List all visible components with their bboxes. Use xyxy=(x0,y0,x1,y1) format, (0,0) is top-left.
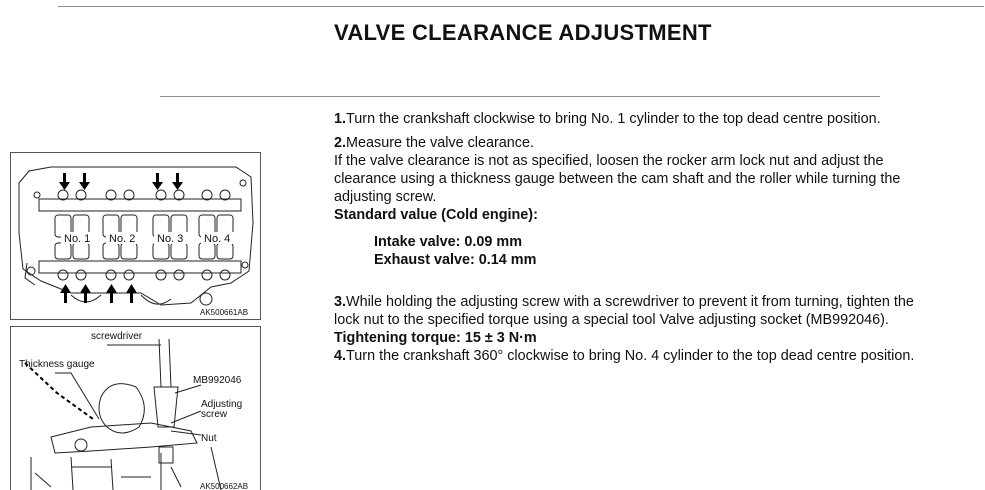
step-1-number: 1. xyxy=(334,111,347,127)
intake-value: Intake valve: 0.09 mm xyxy=(374,234,522,250)
top-divider xyxy=(58,6,984,7)
adjusting-screw-label-1: Adjusting xyxy=(201,399,243,410)
nut-label: Nut xyxy=(201,433,217,444)
step-4-number: 4. xyxy=(334,348,347,364)
cylinder-2-label: No. 2 xyxy=(109,233,136,245)
step-3-number: 3. xyxy=(334,294,347,310)
figure-2-code: AK500662AB xyxy=(200,482,249,490)
cylinder-1-label: No. 1 xyxy=(64,233,91,245)
page-title: VALVE CLEARANCE ADJUSTMENT xyxy=(334,20,712,45)
step-2-text: Measure the valve clearance. xyxy=(346,135,534,151)
adjusting-screw-label-2: screw xyxy=(201,409,228,420)
cylinder-head-figure xyxy=(10,152,261,320)
step-1-text: Turn the crankshaft clockwise to bring No. 1 cylinder to the top dead centre position. xyxy=(346,111,881,127)
cylinder-4-label: No. 4 xyxy=(204,233,231,245)
step-4 xyxy=(334,347,934,365)
exhaust-value: Exhaust valve: 0.14 mm xyxy=(374,252,537,268)
section-divider xyxy=(160,96,880,97)
step-3-text: While holding the adjusting screw with a screwdriver to prevent it from turning, tighten the lock nut to the specified torque using a special tool Valve adjusting socket (MB992046). xyxy=(334,294,914,328)
step-2-note: If the valve clearance is not as specified, loosen the rocker arm lock nut and adjust the clearance using a thickness gauge between the cam shaft and the roller while turning the adjusting screw. xyxy=(334,153,901,205)
step-1 xyxy=(334,110,934,128)
step-2-number: 2. xyxy=(334,135,347,151)
adjustment-figure xyxy=(10,326,261,490)
screwdriver-label: screwdriver xyxy=(91,331,143,342)
step-3 xyxy=(334,293,934,329)
thickness-gauge-label: Thickness gauge xyxy=(19,359,95,370)
tightening-torque: Tightening torque: 15 ± 3 N·m xyxy=(334,330,537,346)
tool-number-label: MB992046 xyxy=(193,375,242,386)
standard-value-label: Standard value (Cold engine): xyxy=(334,207,538,223)
step-2 xyxy=(334,134,934,152)
cylinder-head-drawing xyxy=(11,153,260,319)
figure-1-code: AK500661AB xyxy=(200,308,249,317)
adjustment-drawing xyxy=(11,327,260,490)
step-4-text: Turn the crankshaft 360° clockwise to bring No. 4 cylinder to the top dead centre position. xyxy=(346,348,915,364)
procedure-text xyxy=(334,110,934,365)
cylinder-3-label: No. 3 xyxy=(157,233,184,245)
